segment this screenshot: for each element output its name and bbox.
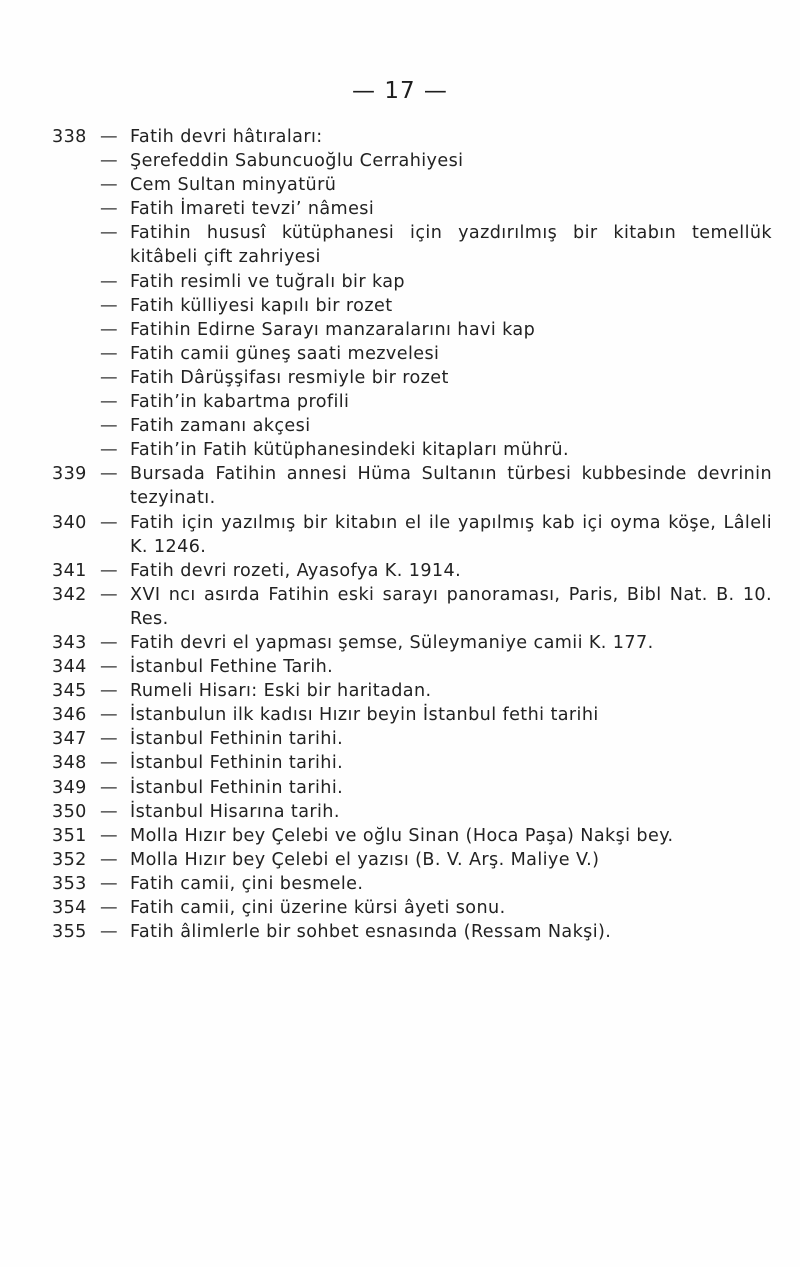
plate-caption: Fatih Dârüşşifası resmiyle bir rozet — [130, 367, 449, 388]
list-item — [52, 414, 772, 438]
plate-caption: XVI ncı asırda Fatihin eski sarayı panoraması, Paris, Bibl Nat. B. 10. Res. — [130, 584, 772, 629]
plate-number: 348 — [52, 753, 87, 774]
separator-dash: — — [100, 343, 118, 364]
plate-caption: Fatih camii, çini üzerine kürsi âyeti sonu. — [130, 898, 506, 918]
separator-dash: — — [100, 849, 118, 870]
plate-number: 345 — [52, 681, 87, 702]
separator-dash: — — [100, 319, 118, 340]
separator-dash: — — [100, 271, 118, 292]
list-item — [52, 294, 772, 318]
separator-dash: — — [100, 681, 118, 702]
plate-number: 349 — [52, 777, 87, 798]
plate-caption: Fatih devri rozeti, Ayasofya K. 1914. — [130, 560, 462, 581]
plate-number: 340 — [52, 512, 87, 533]
separator-dash: — — [100, 777, 118, 798]
list-item — [52, 173, 772, 197]
plate-number: 338 — [52, 127, 87, 147]
list-item — [52, 679, 772, 703]
plate-number: 347 — [52, 729, 87, 750]
plate-number: 351 — [52, 825, 87, 846]
separator-dash: — — [100, 223, 118, 244]
list-item — [52, 751, 772, 775]
separator-dash: — — [100, 657, 118, 678]
page-number: — 17 — — [352, 78, 448, 104]
separator-dash: — — [100, 560, 118, 581]
plate-caption: İstanbul Fethinin tarihi. — [130, 753, 344, 774]
list-item — [52, 270, 772, 294]
list-item — [52, 872, 772, 896]
plate-caption: Fatih külliyesi kapılı bir rozet — [130, 295, 393, 316]
plate-caption: Fatih camii, çini besmele. — [130, 873, 364, 894]
list-item — [52, 149, 772, 173]
list-item — [52, 438, 772, 462]
list-item — [52, 896, 772, 920]
separator-dash: — — [100, 367, 118, 388]
plate-caption: Fatih zamanı akçesi — [130, 416, 311, 437]
plate-caption: İstanbul Fethinin tarihi. — [130, 729, 344, 750]
separator-dash: — — [100, 632, 118, 653]
plate-caption: Rumeli Hisarı: Eski bir haritadan. — [130, 681, 432, 702]
plate-caption: Fatihin Edirne Sarayı manzaralarını havi kap — [130, 319, 536, 340]
separator-dash: — — [100, 729, 118, 750]
plate-number: 344 — [52, 657, 87, 678]
separator-dash: — — [100, 825, 118, 846]
plate-number: 346 — [52, 705, 87, 726]
separator-dash: — — [100, 898, 118, 918]
list-item — [52, 390, 772, 414]
list-item — [52, 125, 772, 149]
plate-number: 353 — [52, 873, 87, 894]
list-item — [52, 366, 772, 390]
list-item — [52, 511, 772, 559]
plate-caption: Molla Hızır bey Çelebi ve oğlu Sinan (Hoca Paşa) Nakşi bey. — [130, 825, 674, 846]
list-item — [52, 824, 772, 848]
plate-caption: Fatih resimli ve tuğralı bir kap — [130, 271, 405, 292]
separator-dash: — — [100, 175, 118, 196]
separator-dash: — — [100, 512, 118, 533]
plate-number: 339 — [52, 464, 87, 485]
separator-dash: — — [100, 584, 118, 605]
list-item — [52, 583, 772, 631]
separator-dash: — — [100, 753, 118, 774]
plate-number: 352 — [52, 849, 87, 870]
list-item — [52, 727, 772, 751]
list-item — [52, 559, 772, 583]
plate-caption: Fatihin hususî kütüphanesi için yazdırılmış bir kitabın temellük kitâbeli çift zahriyesi — [130, 223, 772, 268]
plate-caption: İstanbulun ilk kadısı Hızır beyin İstanbul fethi tarihi — [130, 705, 599, 726]
list-item — [52, 631, 772, 655]
plate-number: 354 — [52, 898, 87, 918]
list-item — [52, 703, 772, 727]
plate-caption: Fatih İmareti tevzi’ nâmesi — [130, 199, 375, 220]
separator-dash: — — [100, 705, 118, 726]
list-item — [52, 800, 772, 824]
separator-dash: — — [100, 295, 118, 316]
plate-caption: Bursada Fatihin annesi Hüma Sultanın türbesi kubbesinde devrinin tezyinatı. — [130, 464, 772, 509]
separator-dash: — — [100, 440, 118, 461]
separator-dash: — — [100, 199, 118, 220]
list-item — [52, 221, 772, 269]
list-item — [52, 197, 772, 221]
plate-number: 343 — [52, 632, 87, 653]
plate-caption: Fatih devri hâtıraları: — [130, 127, 323, 147]
separator-dash: — — [100, 873, 118, 894]
separator-dash: — — [100, 151, 118, 172]
separator-dash: — — [100, 464, 118, 485]
plate-number: 355 — [52, 922, 87, 943]
plate-caption: İstanbul Fethinin tarihi. — [130, 777, 344, 798]
list-item — [52, 462, 772, 510]
list-item — [52, 655, 772, 679]
plate-number: 342 — [52, 584, 87, 605]
list-item — [52, 776, 772, 800]
plate-caption: Fatih camii güneş saati mezvelesi — [130, 343, 440, 364]
plate-number: 341 — [52, 560, 87, 581]
separator-dash: — — [100, 392, 118, 413]
list-item — [52, 342, 772, 366]
plate-caption: Fatih’in Fatih kütüphanesindeki kitapları mührü. — [130, 440, 569, 461]
plate-caption: İstanbul Fethine Tarih. — [130, 657, 334, 678]
plate-caption: Fatih âlimlerle bir sohbet esnasında (Ressam Nakşi). — [130, 922, 612, 943]
list-item — [52, 318, 772, 342]
separator-dash: — — [100, 801, 118, 822]
plate-list — [52, 125, 772, 944]
plate-caption: Fatih için yazılmış bir kitabın el ile yapılmış kab içi oyma köşe, Lâleli K. 1246. — [130, 512, 772, 557]
plate-caption: Fatih devri el yapması şemse, Süleymaniye camii K. 177. — [130, 632, 654, 653]
plate-number: 350 — [52, 801, 87, 822]
list-item — [52, 920, 772, 944]
separator-dash: — — [100, 416, 118, 437]
separator-dash: — — [100, 127, 118, 147]
separator-dash: — — [100, 922, 118, 943]
plate-caption: Molla Hızır bey Çelebi el yazısı (B. V. Arş. Maliye V.) — [130, 849, 600, 870]
plate-caption: Fatih’in kabartma profili — [130, 392, 350, 413]
plate-caption: İstanbul Hisarına tarih. — [130, 801, 340, 822]
list-item — [52, 848, 772, 872]
plate-caption: Cem Sultan minyatürü — [130, 175, 337, 196]
plate-caption: Şerefeddin Sabuncuoğlu Cerrahiyesi — [130, 151, 464, 172]
